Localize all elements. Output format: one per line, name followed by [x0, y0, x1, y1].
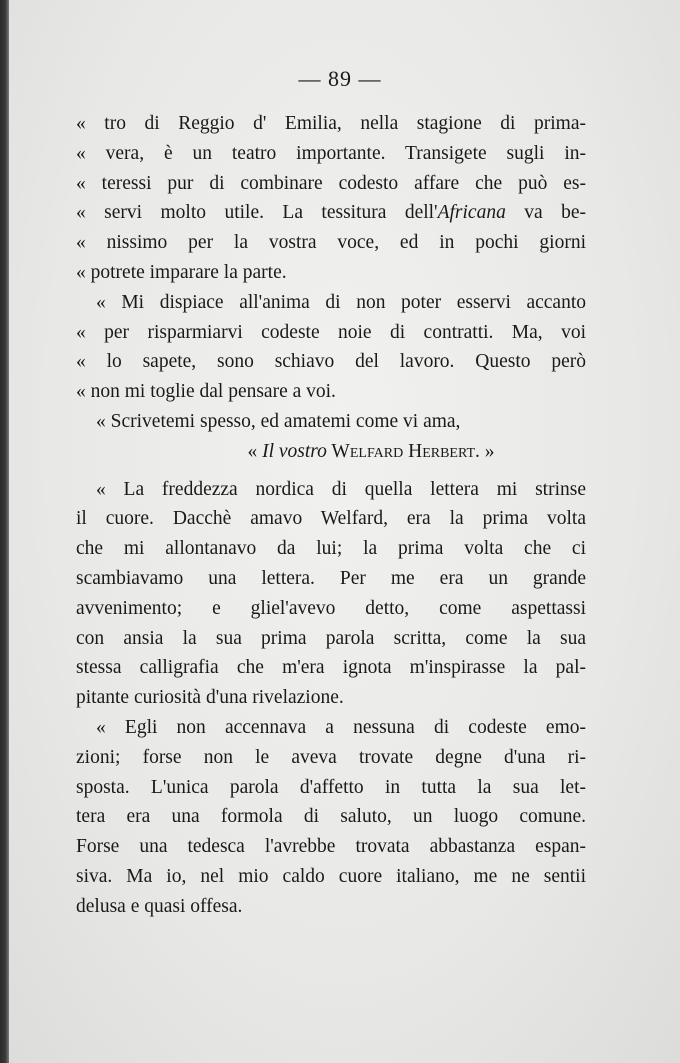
- text-line: « potrete imparare la parte.: [76, 261, 287, 283]
- page-number: — 89 —: [298, 66, 382, 91]
- book-spine-edge: [0, 0, 9, 1063]
- text-line: « tro di Reggio d' Emilia, nella stagione di prima-: [76, 113, 586, 134]
- text-line: « servi molto utile. La tessitura dell'Africana va be-: [76, 202, 586, 224]
- text-line: « lo sapete, sono schiavo del lavoro. Questo però: [76, 351, 586, 373]
- text-line: tera era una formola di saluto, un luogo comune.: [76, 806, 586, 828]
- text-line: « Mi dispiace all'anima di non poter esservi accanto: [96, 291, 586, 313]
- text-line: « teressi pur di combinare codesto affare che può es-: [76, 172, 586, 194]
- text-line: « non mi toglie dal pensare a voi.: [76, 381, 336, 403]
- text-line: che mi allontanavo da lui; la prima volta che ci: [76, 538, 586, 560]
- text-line: « Scrivetemi spesso, ed amatemi come vi ama,: [96, 410, 461, 432]
- text-line: « per risparmiarvi codeste noie di contratti. Ma, voi: [76, 321, 586, 343]
- text-line: stessa calligrafia che m'era ignota m'inspirasse la pal-: [76, 657, 586, 679]
- italic-title: Africana: [437, 202, 506, 224]
- text-line: « Egli non accennava a nessuna di codeste emo-: [96, 716, 586, 738]
- text-line: Forse una tedesca l'avrebbe trovata abbastanza espan-: [76, 836, 586, 858]
- page-body: [76, 109, 586, 922]
- text-line: il cuore. Dacchè amavo Welfard, era la prima volta: [76, 508, 586, 530]
- text-line: « La freddezza nordica di quella lettera mi strinse: [96, 478, 586, 500]
- text-line: sposta. L'unica parola d'affetto in tutta la sua let-: [76, 776, 586, 798]
- text-line: zioni; forse non le aveva trovate degne d'una ri-: [76, 746, 586, 768]
- text-line: avvenimento; e gliel'avevo detto, come aspettassi: [76, 597, 586, 619]
- text-line: « vera, è un teatro importante. Transigete sugli in-: [76, 142, 586, 164]
- text-line: con ansia la sua prima parola scritta, come la sua: [76, 627, 586, 649]
- text-line: pitante curiosità d'una rivelazione.: [76, 687, 344, 709]
- letter-signature: « Il vostro Welfard Herbert. »: [247, 440, 495, 462]
- text-line: siva. Ma io, nel mio caldo cuore italiano, me ne sentii: [76, 865, 586, 887]
- text-line: delusa e quasi offesa.: [76, 895, 243, 917]
- text-line: scambiavamo una lettera. Per me era un grande: [76, 567, 586, 589]
- text-line: « nissimo per la vostra voce, ed in pochi giorni: [76, 232, 586, 254]
